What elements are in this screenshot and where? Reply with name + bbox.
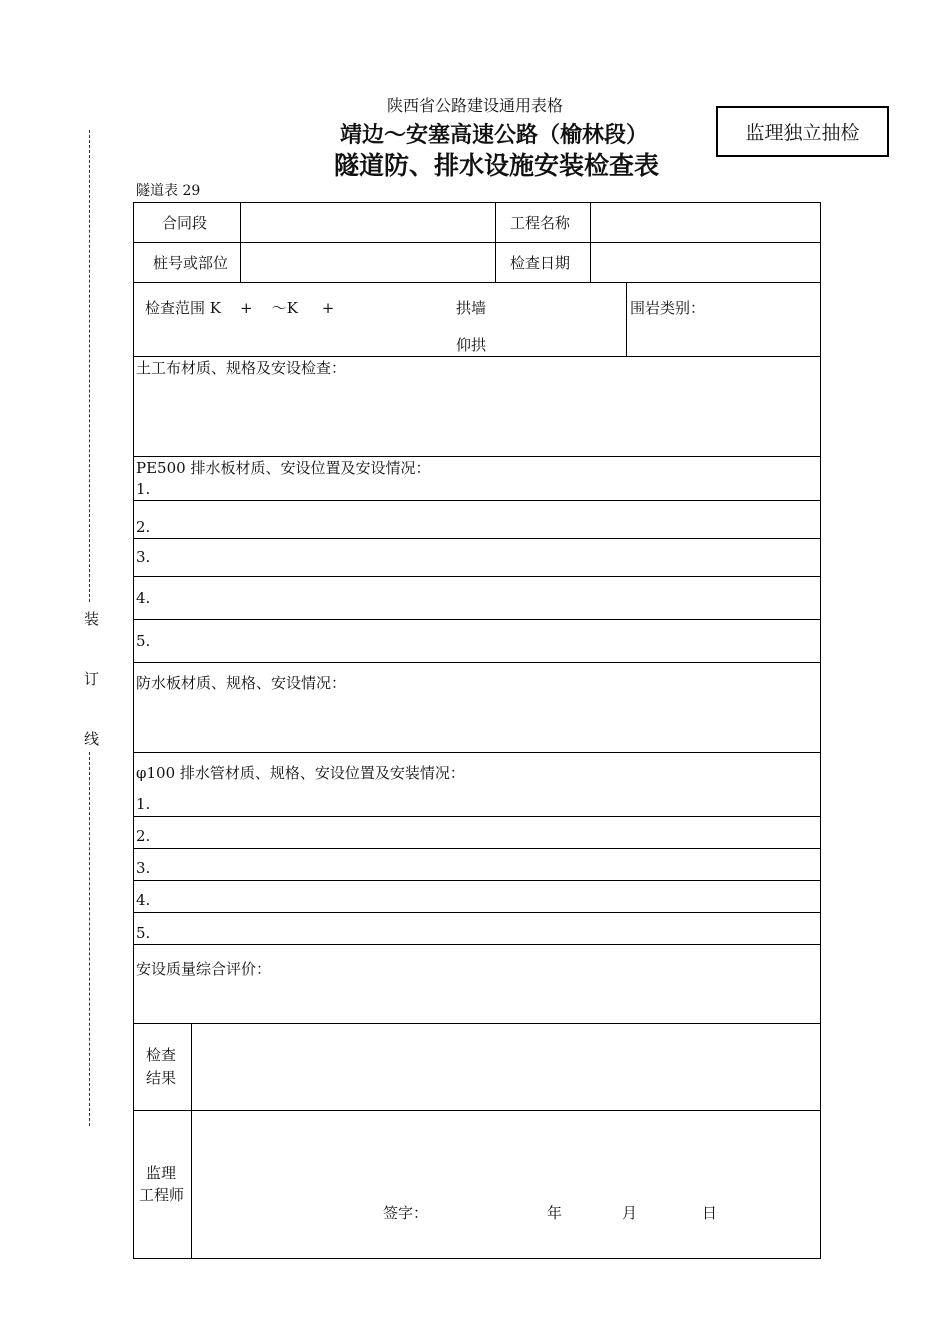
drain-pipe-item: 3. <box>136 859 151 877</box>
binding-char: 装 <box>84 610 100 628</box>
signature-label: 签字： <box>383 1204 429 1222</box>
drain-board-item: 1. <box>136 480 151 498</box>
contract-section-field[interactable] <box>241 203 494 241</box>
binding-char: 线 <box>84 730 100 748</box>
binding-dashed-line <box>89 130 90 602</box>
supervisor-comment-field[interactable] <box>192 1111 819 1191</box>
overall-evaluation-field[interactable] <box>134 980 820 1022</box>
arch-wall-label: 拱墙 <box>456 299 487 317</box>
inspection-range-label: 检查范围 K + ～K + <box>145 299 335 317</box>
contract-section-label: 合同段 <box>162 214 208 232</box>
drain-pipe-label: φ100 排水管材质、规格、安设位置及安装情况： <box>136 764 465 782</box>
drain-pipe-item: 1. <box>136 795 151 813</box>
invert-label: 仰拱 <box>456 336 487 354</box>
project-name-label: 工程名称 <box>510 214 571 232</box>
binding-char: 订 <box>84 670 100 688</box>
form-title-line2: 隧道防、排水设施安装检查表 <box>334 151 660 180</box>
signature-field[interactable] <box>430 1198 530 1226</box>
form-supertitle: 陕西省公路建设通用表格 <box>387 96 564 115</box>
supervisor-label: 工程师 <box>139 1186 185 1204</box>
station-location-field[interactable] <box>241 243 494 281</box>
drain-pipe-item: 4. <box>136 891 151 909</box>
supervision-stamp: 监理独立抽检 <box>716 106 889 157</box>
inspection-result-label: 检查 <box>146 1046 177 1064</box>
month-label: 月 <box>622 1204 638 1222</box>
year-label: 年 <box>547 1204 563 1222</box>
inspection-result-field[interactable] <box>192 1024 819 1109</box>
drain-board-item: 5. <box>136 632 151 650</box>
station-location-label: 桩号或部位 <box>153 254 229 272</box>
drain-board-item: 4. <box>136 589 151 607</box>
geotextile-check-field[interactable] <box>134 378 820 455</box>
drain-board-label: PE500 排水板材质、安设位置及安设情况： <box>136 459 431 477</box>
drain-pipe-item: 5. <box>136 924 151 942</box>
geotextile-check-label: 土工布材质、规格及安设检查： <box>136 359 347 377</box>
drain-pipe-item: 2. <box>136 827 151 845</box>
inspection-date-field[interactable] <box>591 243 819 281</box>
rock-class-label: 围岩类别： <box>630 299 706 317</box>
inspection-date-label: 检查日期 <box>510 254 571 272</box>
drain-board-item: 2. <box>136 518 151 536</box>
day-label: 日 <box>702 1204 718 1222</box>
binding-dashed-line <box>89 752 90 1126</box>
inspection-result-label: 结果 <box>146 1069 177 1087</box>
waterproof-board-field[interactable] <box>134 695 820 751</box>
drain-board-item: 3. <box>136 548 151 566</box>
form-number: 隧道表 29 <box>136 183 201 199</box>
overall-evaluation-label: 安设质量综合评价： <box>136 960 272 978</box>
supervisor-label: 监理 <box>146 1164 177 1182</box>
waterproof-board-label: 防水板材质、规格、安设情况： <box>136 674 347 692</box>
project-name-field[interactable] <box>591 203 819 241</box>
form-title-line1: 靖边～安塞高速公路（榆林段） <box>340 123 649 148</box>
